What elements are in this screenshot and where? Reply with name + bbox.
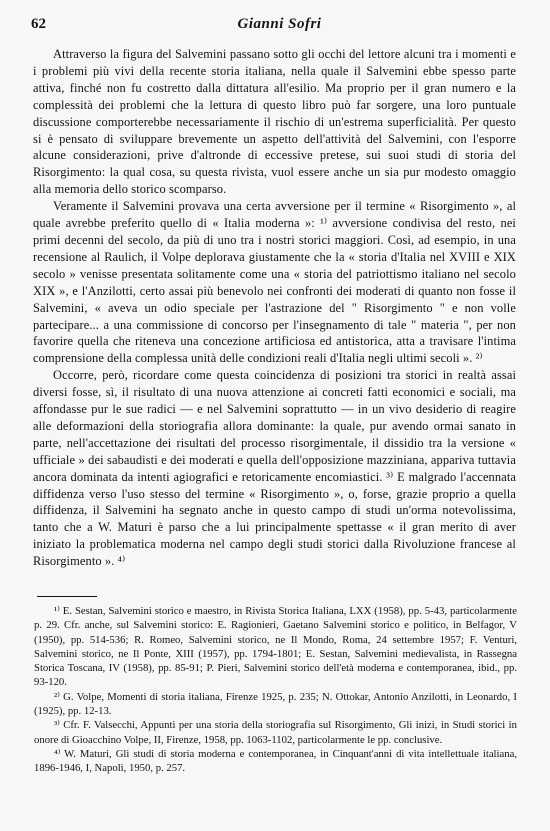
page-header (31, 16, 528, 36)
footnote-rule (37, 596, 97, 597)
main-text (33, 46, 516, 570)
footnote: ³⁾ Cfr. F. Valsecchi, Appunti per una storia della storiografia sul Risorgimento, Gli inizi, in Studi storici in onore di Gioacchino Volpe, II, Firenze, 1958, pp. 1063-1102, particolarmente le pp. conclusive. (34, 719, 517, 746)
paragraph: Occorre, però, ricordare come questa coincidenza di posizioni tra storici in realtà assai diversi fosse, sì, il risultato di una nuova attenzione ai concreti fatti economici e sociali, ma affondasse pur le sue radici — e nel Salvemini soprattutto — in un vivo desiderio di reagire alle deformazioni della storiografia allora dominante: la quale, pur avendo ormai sanato in parte, nell'accettazione dei risultati del processo risorgimentale, il dissidio tra la versione « ufficiale » dei sabaudisti e dei moderati e quella dell'opposizione mazziniana, appariva tuttavia ancora dominata da intenti agiografici e retoricamente encomiastici. ³⁾ E malgrado l'accennata diffidenza verso l'uso stesso del termine « Risorgimento », o, forse, grazie proprio a quella diffidenza, il Salvemini ha segnato anche in questo campo di studi un'orma notevolissima, tanto che a W. Maturi è parso che a lui principalmente spettasse « il gran merito di aver iniziato la problematica moderna nel campo degli studi storici dalla Rivoluzione francese al Risorgimento ». ⁴⁾ (33, 368, 516, 569)
footnote: ²⁾ G. Volpe, Momenti di storia italiana, Firenze 1925, p. 235; N. Ottokar, Antonio Anzilotti, in Leonardo, I (1925), pp. 12-13. (34, 690, 517, 718)
running-head: Gianni Sofri (237, 16, 322, 32)
footnote: ¹⁾ E. Sestan, Salvemini storico e maestro, in Rivista Storica Italiana, LXX (1958), pp. 5-43, particolarmente p. 29. Cfr. anche, sul Salvemini storico: E. Ragionieri, Gaetano Salvemini storico e politico, in Belfagor, V (1950), pp. 514-536; R. Romeo, Salvemini storico, ne Il Mondo, Roma, 24 settembre 1957; F. Venturi, Salvemini storico, ne Il Ponte, XIII (1957), pp. 1794-1801; E. Sestan, Salvemini medievalista, in Rassegna Storica Toscana, IV (1958), pp. 85-91; P. Pieri, Salvemini storico dell'età moderna e contemporanea, ibid., pp. 93-120. (34, 605, 517, 689)
paragraph: Attraverso la figura del Salvemini passano sotto gli occhi del lettore alcuni tra i momenti e i problemi più vivi della recente storia italiana, nella quale il Salvemini ebbe spesso parte attiva, finché non fu costretto dalla dittatura all'esilio. Ma proprio per il gran numero e la complessità dei problemi che la lettura di questo libro può far sorgere, una loro puntuale discussione comporterebbe necessariamente il rischio di un'estrema superficialità. Per questo si è pensato di sviluppare brevemente un aspetto dell'attività del Salvemini, con l'esporre alcune considerazioni, prive d'altronde di eccessive pretese, sui suoi studi di storia del Risorgimento: la qual cosa, su questa rivista, vuol essere anche un sia pur modesto omaggio alla memoria dello storico scomparso. (33, 47, 516, 197)
paragraph: Veramente il Salvemini provava una certa avversione per il termine « Risorgimento », al quale avrebbe preferito quello di « Italia moderna »: ¹⁾ avversione condivisa del resto, nei primi decenni del secolo, da più di uno tra i nostri storici maggiori. Così, ad esempio, in una recensione al Raulich, il Volpe deplorava giustamente che la « storia d'Italia nel XVIII e XIX secolo » venisse presentata solitamente come una « storia del patriottismo italiano nel secolo XIX », e l'Anzilotti, certo assai più benevolo nei confronti dei moderati di quanto non fosse il Salvemini, « aveva un odio speciale per l'astrazione del " Risorgimento " e non volle partecipare... a una commissione di concorso per l'insegnamento di tale " materia ", per non favorire quella che riteneva una concezione artificiosa ed antistorica, atta a travisare l'intima comprensione della complessa unità delle condizioni reali d'Italia negli ultimi secoli ». ²⁾ (33, 199, 516, 366)
page-number: 62 (31, 16, 46, 32)
footnotes (34, 604, 517, 776)
footnote: ⁴⁾ W. Maturi, Gli studi di storia moderna e contemporanea, in Cinquant'anni di vita intellettuale italiana, 1896-1946, I, Napoli, 1950, p. 257. (34, 747, 517, 775)
